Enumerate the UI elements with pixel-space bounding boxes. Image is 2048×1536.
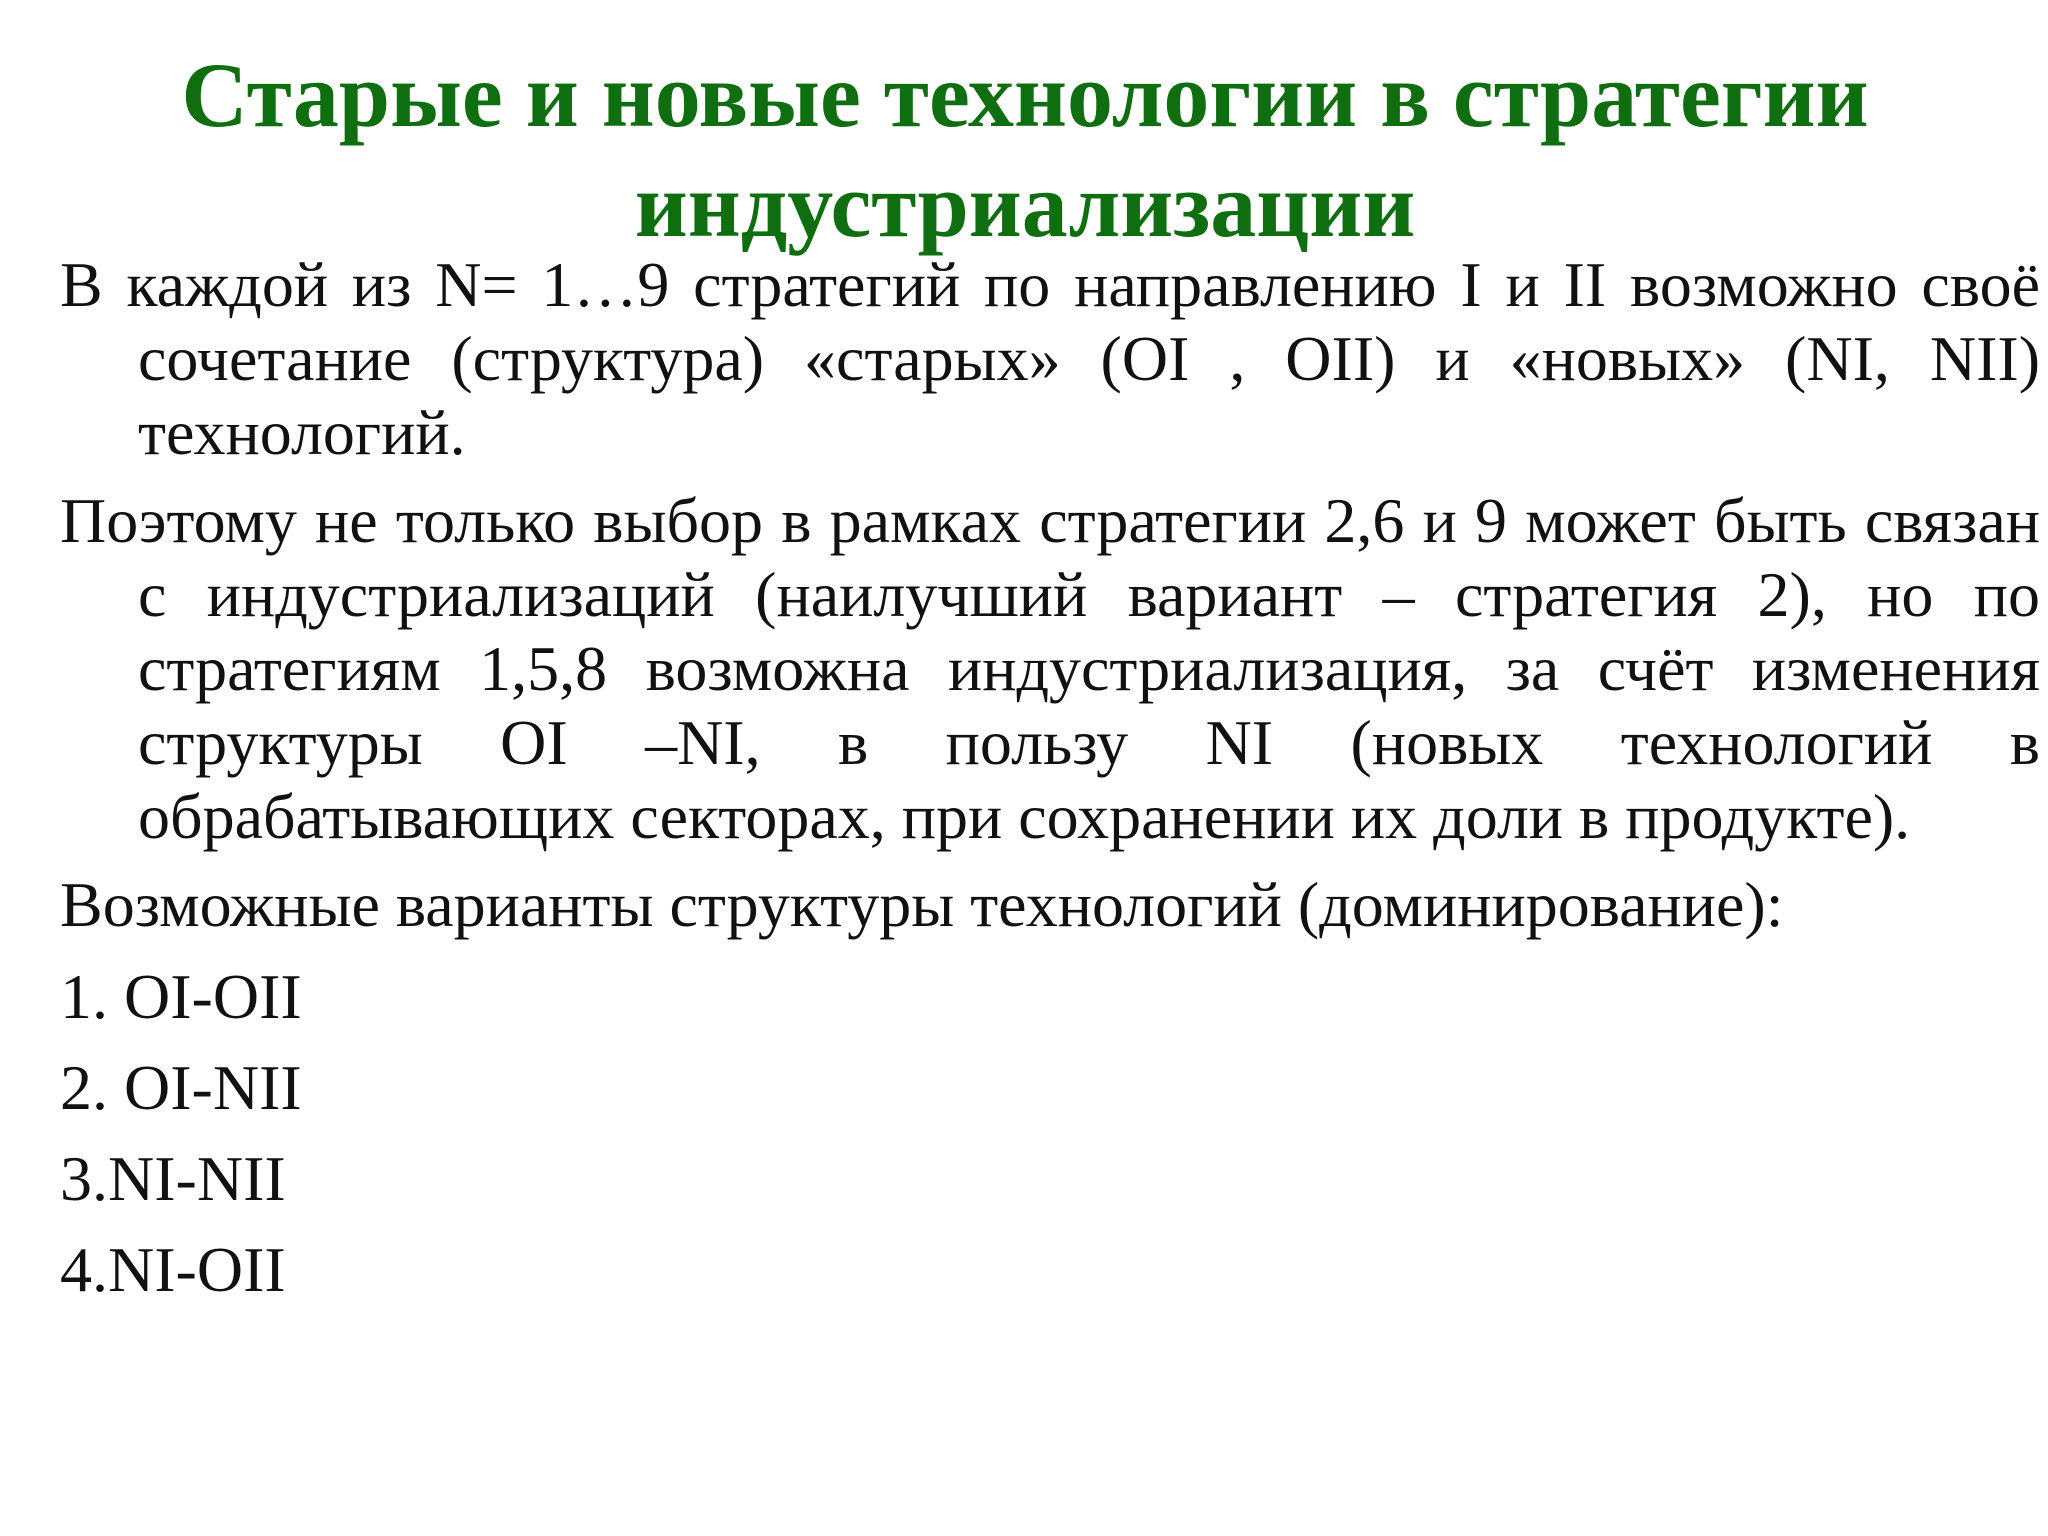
paragraph-industrialization: Поэтому не только выбор в рамках стратегии 2,6 и 9 может быть связан с индустриализаций (наилучший вариант – стратегия 2), но по стратегиям 1,5,8 возможна индустриализация, за счёт изменения структуры OI –NI, в пользу NI (новых технологий в обрабатывающих секторах, при сохранении их доли в продукте).	[60, 485, 2040, 852]
list-item: 2. OI-NII	[60, 1052, 302, 1123]
variants-heading: Возможные варианты структуры технологий (доминирование):	[60, 869, 1784, 940]
list-item: 4.NI-OII	[60, 1234, 286, 1305]
paragraph-strategies: В каждой из N= 1…9 стратегий по направлению I и II возможно своё сочетание (структура) «старых» (OI , OII) и «новых» (NI, NII) технологий.	[60, 249, 2041, 468]
slide-title	[60, 40, 1990, 260]
list-item: 1. OI-OII	[60, 961, 302, 1032]
slide-title-line-2: индустриализации	[634, 154, 1416, 256]
list-item: 3.NI-NII	[60, 1143, 286, 1214]
variants-list	[60, 960, 2040, 1307]
slide-body	[60, 248, 2040, 1324]
slide-title-line-1: Старые и новые технологии в стратегии	[181, 44, 1869, 146]
